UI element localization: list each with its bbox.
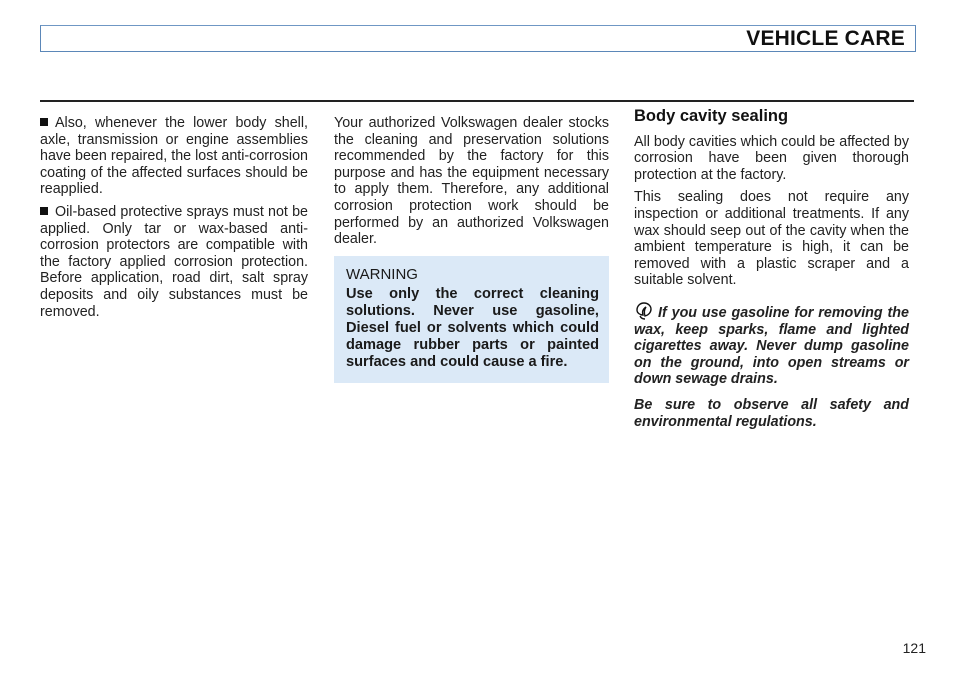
- environment-note: [634, 301, 909, 430]
- warning-title: WARNING: [346, 265, 418, 283]
- note-paragraph: Be sure to observe all safety and environmental regulations.: [634, 396, 909, 430]
- paragraph: [40, 204, 308, 320]
- note-paragraph: [634, 301, 909, 388]
- column-middle: [334, 115, 609, 383]
- section-header-title: VEHICLE CARE: [746, 27, 905, 50]
- header-band: [40, 25, 916, 52]
- column-left: [40, 115, 308, 326]
- paragraph: All body cavities which could be affected by corrosion have been given thorough protection at the factory.: [634, 133, 909, 183]
- warning-text: Use only the correct cleaning solutions. Never use gasoline, Diesel fuel or solvents which could damage rubber parts or painted surfaces and could cause a fire.: [346, 285, 599, 370]
- paragraph: Your authorized Volkswagen dealer stocks the cleaning and preservation solutions recommended by the factory for this purpose and has the equipment necessary to apply them. Therefore, any additional corrosion protection work should be performed by an authorized Volkswagen dealer.: [334, 115, 609, 248]
- paragraph: [40, 115, 308, 198]
- page-number: 121: [902, 640, 926, 656]
- section-title: Body cavity sealing: [634, 107, 789, 125]
- warning-box: [334, 256, 609, 383]
- paragraph: This sealing does not require any inspection or additional treatments. If any wax should seep out of the cavity when the ambient temperature is high, it can be removed with a plastic scraper and a suitable solvent.: [634, 189, 909, 289]
- divider-rule: [40, 100, 914, 102]
- paragraph-text: Also, whenever the lower body shell, axle, transmission or engine assemblies have been repaired, the lost anti-corrosion coating of the affected surfaces should be reapplied.: [40, 115, 308, 198]
- environment-leaf-icon: [634, 301, 654, 321]
- paragraph-text: Oil-based protective sprays must not be applied. Only tar or wax-based anti-corrosion protectors are compatible with the factory applied corrosion protection. Before application, road dirt, salt spray deposits and oily substances must be removed.: [40, 203, 308, 320]
- square-bullet-icon: [40, 207, 48, 215]
- column-right: [634, 108, 909, 439]
- note-text: If you use gasoline for removing the wax, keep sparks, flame and lighted cigarettes away. Never dump gasoline on the ground, into open streams or down sewage drains.: [634, 304, 909, 388]
- square-bullet-icon: [40, 118, 48, 126]
